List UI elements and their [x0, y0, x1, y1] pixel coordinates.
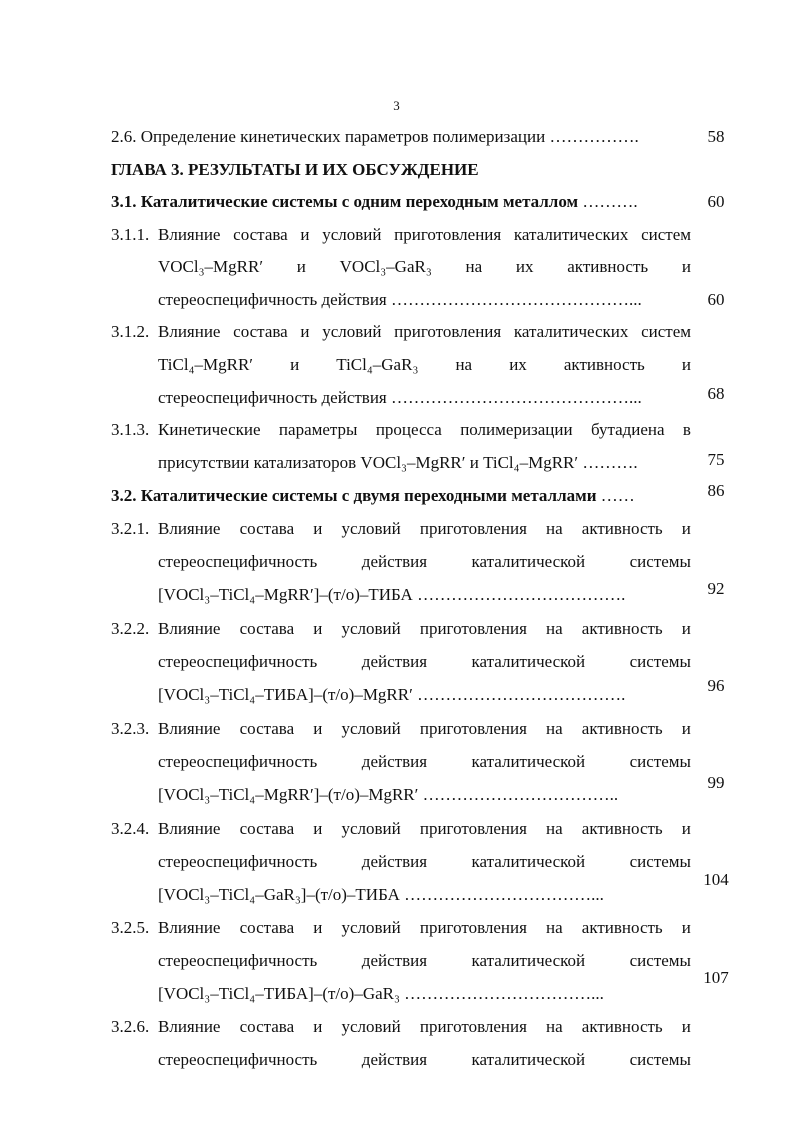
word: и: [681, 719, 691, 738]
entry-3-2-4-line-1: [158, 819, 691, 839]
page-ref-3-2: 86: [707, 481, 725, 500]
word: действия: [361, 552, 428, 571]
word: и: [681, 519, 691, 538]
word: приготовления: [419, 719, 527, 738]
word: Влияние: [158, 519, 221, 538]
page-ref-3-1-2: 68: [707, 384, 725, 403]
entry-number-3-1-2: 3.1.2.: [111, 322, 150, 341]
entry-3-2-2-line-1: [158, 619, 691, 639]
word: активность: [567, 257, 649, 276]
word: и: [313, 719, 323, 738]
entry-3-2-2-line-2: [158, 652, 691, 672]
word: на: [465, 257, 483, 276]
entry-3-1-2-line-1: [158, 322, 691, 342]
entry-3-1-3-line-2: [158, 453, 638, 473]
word: приготовления: [419, 1017, 527, 1036]
entry-3-2-3-line-1: [158, 719, 691, 739]
word: условий: [341, 1017, 401, 1036]
formula: [VOCl₃–TiCl₄–MgRR′]–(т/о)–ТИБА: [158, 585, 413, 604]
formula: [VOCl₃–TiCl₄–MgRR′]–(т/о)–MgRR′: [158, 785, 419, 804]
word: условий: [341, 918, 401, 937]
word: на: [455, 355, 473, 374]
word: систем: [641, 225, 691, 244]
word: приготовления: [419, 519, 527, 538]
word: действия: [361, 752, 428, 771]
word: каталитической: [471, 1050, 586, 1069]
entry-3-2-3-line-3: [158, 785, 618, 805]
word: и: [300, 225, 310, 244]
word: системы: [629, 752, 691, 771]
word: приготовления: [394, 322, 502, 341]
word: Влияние: [158, 225, 221, 244]
word: состава: [239, 1017, 295, 1036]
formula: TiCl₄–MgRR′: [158, 355, 254, 374]
word: и: [313, 918, 323, 937]
word: активность: [581, 519, 663, 538]
word: стереоспецифичность: [158, 951, 318, 970]
chapter-3-heading: ГЛАВА 3. РЕЗУЛЬТАТЫ И ИХ ОБСУЖДЕНИЕ: [111, 160, 479, 179]
page-ref-3-1-3: 75: [707, 450, 725, 469]
word: на: [546, 619, 563, 638]
leader-dots: ……………………………..: [418, 785, 619, 804]
leader-dots: ……………………………….: [412, 585, 626, 604]
entry-title-end: стереоспецифичность действия: [158, 388, 387, 407]
page-ref-3-2-2: 96: [707, 676, 725, 695]
entry-3-2-5-line-2: [158, 951, 691, 971]
leader-dots: ……………………………….: [412, 685, 626, 704]
entry-3-2-6-line-1: [158, 1017, 691, 1037]
entry-3-1-3-line-1: [158, 420, 691, 440]
word: процесса: [375, 420, 442, 439]
word: условий: [341, 619, 401, 638]
word: и: [296, 257, 306, 276]
entry-number-3-1-3: 3.1.3.: [111, 420, 150, 439]
word: активность: [581, 1017, 663, 1036]
entry-title: Определение кинетических параметров полимеризации: [140, 127, 546, 146]
word: стереоспецифичность: [158, 1050, 318, 1069]
word: стереоспецифичность: [158, 852, 318, 871]
word: систем: [641, 322, 691, 341]
word: состава: [233, 322, 288, 341]
word: приготовления: [419, 619, 527, 638]
word: условий: [322, 322, 382, 341]
word: Влияние: [158, 1017, 221, 1036]
entry-3-1-1-line-2: [158, 257, 691, 277]
word: и: [681, 1017, 691, 1036]
word: активность: [581, 719, 663, 738]
word: условий: [341, 519, 401, 538]
toc-entry-2-6: [111, 127, 639, 147]
entry-3-2-4-line-2: [158, 852, 691, 872]
formula: [VOCl₃–TiCl₄–GaR₃]–(т/о)–ТИБА: [158, 885, 400, 904]
entry-number-3-2-5: 3.2.5.: [111, 918, 150, 937]
word: Влияние: [158, 918, 221, 937]
word: действия: [361, 652, 428, 671]
entry-number-3-1-1: 3.1.1.: [111, 225, 150, 244]
formula: TiCl₄–GaR₃: [336, 355, 419, 374]
word: системы: [629, 852, 691, 871]
word: их: [509, 355, 527, 374]
leader-dots: ……………………………...: [399, 984, 604, 1003]
word: системы: [629, 951, 691, 970]
word: состава: [239, 918, 295, 937]
word: состава: [239, 619, 295, 638]
leader-dots: ……………………………...: [399, 885, 604, 904]
word: каталитической: [471, 752, 586, 771]
leader-dots: ……….: [578, 192, 638, 211]
word: и: [300, 322, 310, 341]
entry-3-2-1-line-3: [158, 585, 625, 605]
word: Влияние: [158, 322, 221, 341]
word: стереоспецифичность: [158, 652, 318, 671]
word: и: [681, 819, 691, 838]
entry-3-2-5-line-1: [158, 918, 691, 938]
entry-title-end: стереоспецифичность действия: [158, 290, 387, 309]
word: стереоспецифичность: [158, 752, 318, 771]
word: Влияние: [158, 819, 221, 838]
word: приготовления: [419, 819, 527, 838]
word: параметры: [278, 420, 358, 439]
word: активность: [581, 918, 663, 937]
entry-3-2-1-line-2: [158, 552, 691, 572]
entry-3-1-2-line-3: [158, 388, 642, 408]
toc-entry-3-2: [111, 486, 635, 506]
word: бутадиена: [590, 420, 665, 439]
page-ref-3-1-1: 60: [707, 290, 725, 309]
word: Влияние: [158, 719, 221, 738]
word: и: [313, 1017, 323, 1036]
leader-dots: ……….: [578, 453, 638, 472]
entry-3-2-3-line-2: [158, 752, 691, 772]
toc-entry-3-1: [111, 192, 638, 212]
entry-3-1-2-line-2: [158, 355, 691, 375]
entry-number: 3.1.: [111, 192, 137, 211]
entry-3-2-4-line-3: [158, 885, 604, 905]
entry-3-1-1-line-1: [158, 225, 691, 245]
word: состава: [233, 225, 288, 244]
page-ref-3-2-3: 99: [707, 773, 725, 792]
page-number: 3: [393, 98, 400, 113]
entry-number-3-2-2: 3.2.2.: [111, 619, 150, 638]
formula: VOCl₃–GaR₃: [339, 257, 432, 276]
entry-number-3-2-4: 3.2.4.: [111, 819, 150, 838]
word: каталитических: [513, 225, 629, 244]
entry-title-end: присутствии катализаторов VOCl₃–MgRR′ и TiCl₄–MgRR′: [158, 453, 579, 472]
page-ref-3-2-5: 107: [703, 968, 729, 987]
page-ref-3-1: 60: [707, 192, 725, 211]
word: на: [546, 1017, 563, 1036]
entry-3-2-2-line-3: [158, 685, 625, 705]
word: действия: [361, 852, 428, 871]
entry-number-3-2-3: 3.2.3.: [111, 719, 150, 738]
word: системы: [629, 1050, 691, 1069]
formula: [VOCl₃–TiCl₄–ТИБА]–(т/о)–MgRR′: [158, 685, 413, 704]
word: и: [681, 257, 691, 276]
leader-dots: ……………………………………...: [386, 290, 642, 309]
word: и: [313, 619, 323, 638]
word: системы: [629, 552, 691, 571]
page-ref-2-6: 58: [707, 127, 725, 146]
entry-3-2-6-line-2: [158, 1050, 691, 1070]
word: приготовления: [394, 225, 502, 244]
word: полимеризации: [460, 420, 573, 439]
word: состава: [239, 519, 295, 538]
word: активность: [581, 619, 663, 638]
word: Влияние: [158, 619, 221, 638]
word: каталитических: [513, 322, 629, 341]
word: и: [681, 355, 691, 374]
word: условий: [341, 819, 401, 838]
entry-3-2-1-line-1: [158, 519, 691, 539]
word: приготовления: [419, 918, 527, 937]
word: и: [313, 519, 323, 538]
entry-3-1-1-line-3: [158, 290, 642, 310]
entry-title: Каталитические системы с двумя переходными металлами: [140, 486, 597, 505]
word: действия: [361, 1050, 428, 1069]
word: каталитической: [471, 552, 586, 571]
word: их: [515, 257, 534, 276]
entry-number: 3.2.: [111, 486, 137, 505]
word: активность: [563, 355, 645, 374]
word: на: [546, 519, 563, 538]
word: на: [546, 918, 563, 937]
word: условий: [322, 225, 382, 244]
word: и: [681, 918, 691, 937]
page-ref-3-2-1: 92: [707, 579, 725, 598]
leader-dots: …………….: [545, 127, 639, 146]
word: стереоспецифичность: [158, 552, 318, 571]
word: в: [682, 420, 691, 439]
word: состава: [239, 719, 295, 738]
formula: VOCl₃–MgRR′: [158, 257, 264, 276]
word: каталитической: [471, 951, 586, 970]
entry-number: 2.6.: [111, 127, 137, 146]
formula: [VOCl₃–TiCl₄–ТИБА]–(т/о)–GaR₃: [158, 984, 400, 1003]
word: на: [546, 819, 563, 838]
word: системы: [629, 652, 691, 671]
entry-number-3-2-6: 3.2.6.: [111, 1017, 150, 1036]
entry-title: Каталитические системы с одним переходным металлом: [140, 192, 579, 211]
word: и: [681, 619, 691, 638]
word: на: [546, 719, 563, 738]
leader-dots: ……………………………………...: [386, 388, 642, 407]
word: каталитической: [471, 852, 586, 871]
word: каталитической: [471, 652, 586, 671]
word: Кинетические: [158, 420, 261, 439]
page-ref-3-2-4: 104: [703, 870, 729, 889]
word: активность: [581, 819, 663, 838]
entry-number-3-2-1: 3.2.1.: [111, 519, 150, 538]
leader-dots: ……: [596, 486, 635, 505]
word: и: [313, 819, 323, 838]
word: состава: [239, 819, 295, 838]
word: действия: [361, 951, 428, 970]
entry-3-2-5-line-3: [158, 984, 604, 1004]
word: условий: [341, 719, 401, 738]
word: и: [290, 355, 300, 374]
